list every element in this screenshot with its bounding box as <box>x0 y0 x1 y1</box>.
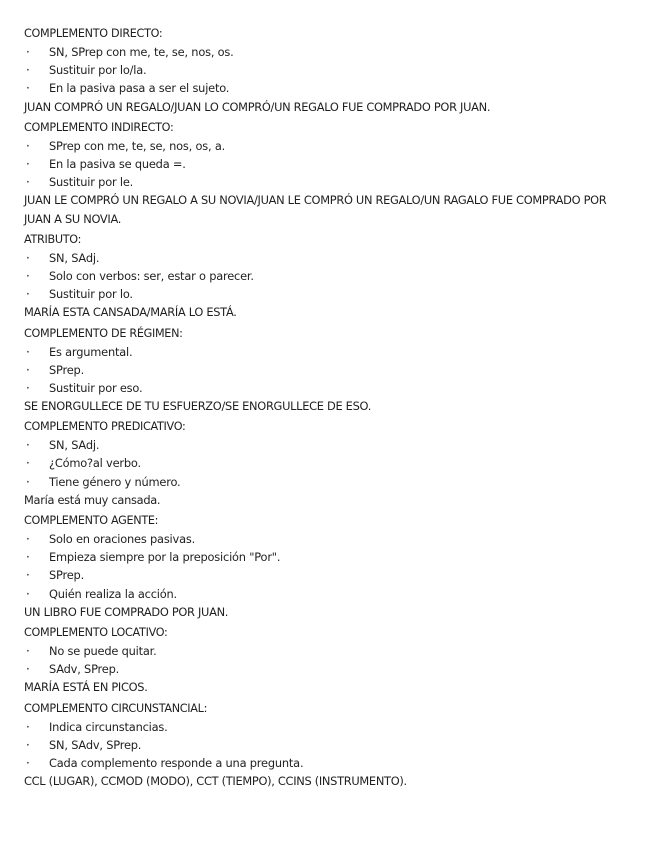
bullet-item <box>24 530 634 548</box>
bullet-list <box>24 436 634 491</box>
bullet-item <box>24 173 634 191</box>
bullet-text: SPrep. <box>49 362 84 377</box>
bullet-text: Cada complemento responde a una pregunta. <box>49 755 304 770</box>
bullet-text: Indica circunstancias. <box>49 719 168 734</box>
bullet-item <box>24 361 634 379</box>
bullet-text: Quién realiza la acción. <box>49 586 177 601</box>
bullet-dot-icon: · <box>26 643 30 658</box>
bullet-item <box>24 285 634 303</box>
bullet-text: No se puede quitar. <box>49 643 157 658</box>
bullet-item <box>24 79 634 97</box>
section <box>24 116 634 228</box>
bullet-item <box>24 436 634 454</box>
bullet-dot-icon: · <box>26 138 30 153</box>
example-sentence: UN LIBRO FUE COMPRADO POR JUAN. <box>24 604 229 619</box>
bullet-text: SN, SAdv, SPrep. <box>49 737 142 752</box>
bullet-text: SN, SAdj. <box>49 438 100 453</box>
section-heading-text: COMPLEMENTO INDIRECTO: <box>24 120 174 134</box>
bullet-text: SN, SAdj. <box>49 250 100 265</box>
section-heading <box>24 325 195 343</box>
example-sentence: MARÍA ESTA CANSADA/MARÍA LO ESTÁ. <box>24 305 237 320</box>
bullet-list <box>24 43 634 98</box>
bullet-item <box>24 585 634 603</box>
bullet-list <box>24 530 634 603</box>
bullet-dot-icon: · <box>26 438 30 453</box>
bullet-text: Sustituir por le. <box>49 175 134 190</box>
bullet-text: SN, SPrep con me, te, se, nos, os. <box>49 45 234 59</box>
bullet-text: Tiene género y número. <box>49 474 181 489</box>
bullet-dot-icon: · <box>26 156 30 171</box>
bullet-dot-icon: · <box>26 45 30 59</box>
section-heading <box>24 25 174 43</box>
bullet-text: En la pasiva pasa a ser el sujeto. <box>49 81 230 96</box>
bullet-text: Es argumental. <box>49 344 133 359</box>
bullet-item <box>24 454 634 472</box>
section-heading <box>24 512 170 530</box>
bullet-text: Sustituir por lo/la. <box>49 63 147 78</box>
bullet-dot-icon: · <box>26 287 30 302</box>
bullet-item <box>24 548 634 566</box>
section <box>24 621 634 697</box>
bullet-text: Empieza siempre por la preposición "Por". <box>49 550 281 565</box>
bullet-item <box>24 43 634 61</box>
section-heading-text: COMPLEMENTO DE RÉGIMEN: <box>24 326 183 340</box>
example-sentence: JUAN COMPRÓ UN REGALO/JUAN LO COMPRÓ/UN REGALO FUE COMPRADO POR JUAN. <box>24 99 491 114</box>
bullet-item <box>24 343 634 361</box>
bullet-dot-icon: · <box>26 380 30 395</box>
bullet-text: SAdv, SPrep. <box>49 662 120 677</box>
bullet-text: Sustituir por lo. <box>49 287 133 302</box>
section-heading <box>24 700 219 718</box>
bullet-text: Solo en oraciones pasivas. <box>49 532 195 547</box>
section-heading-text: COMPLEMENTO DIRECTO: <box>24 27 163 40</box>
example-sentence: SE ENORGULLECE DE TU ESFUERZO/SE ENORGULLECE DE ESO. <box>24 399 372 414</box>
bullet-text: SPrep con me, te, se, nos, os, a. <box>49 138 226 153</box>
bullet-list <box>24 137 634 192</box>
section-heading <box>24 231 93 249</box>
bullet-item <box>24 566 634 584</box>
bullet-item <box>24 249 634 267</box>
bullet-text: Sustituir por eso. <box>49 380 143 395</box>
bullet-dot-icon: · <box>26 532 30 547</box>
section <box>24 415 634 509</box>
bullet-dot-icon: · <box>26 63 30 78</box>
section-heading <box>24 418 197 436</box>
bullet-dot-icon: · <box>26 456 30 471</box>
section-heading-text: COMPLEMENTO PREDICATIVO: <box>24 420 186 434</box>
example-sentence: MARÍA ESTÁ EN PICOS. <box>24 680 148 695</box>
example-sentence: CCL (LUGAR), CCMOD (MODO), CCT (TIEMPO), CCINS (INSTRUMENTO). <box>24 774 407 789</box>
notes-page <box>24 22 634 790</box>
bullet-dot-icon: · <box>26 474 30 489</box>
section <box>24 228 634 322</box>
bullet-dot-icon: · <box>26 586 30 601</box>
example-sentence: JUAN LE COMPRÓ UN REGALO A SU NOVIA/JUAN LE COMPRÓ UN REGALO/UN RAGALO FUE COMPRADO POR JUAN A SU NOVIA. <box>24 193 607 226</box>
bullet-text: SPrep. <box>49 568 84 583</box>
bullet-item <box>24 642 634 660</box>
bullet-list <box>24 718 634 773</box>
bullet-list <box>24 642 634 678</box>
bullet-text: En la pasiva se queda =. <box>49 156 186 171</box>
bullet-item <box>24 660 634 678</box>
bullet-list <box>24 343 634 398</box>
section-heading-text: COMPLEMENTO AGENTE: <box>24 514 159 528</box>
section-heading-text: COMPLEMENTO CIRCUNSTANCIAL: <box>24 701 208 715</box>
section-heading-text: COMPLEMENTO LOCATIVO: <box>24 625 168 639</box>
bullet-text: ¿Cómo?al verbo. <box>49 456 141 471</box>
section <box>24 22 634 116</box>
section-heading <box>24 119 185 137</box>
bullet-dot-icon: · <box>26 81 30 96</box>
bullet-item <box>24 379 634 397</box>
bullet-text: Solo con verbos: ser, estar o parecer. <box>49 268 254 283</box>
bullet-dot-icon: · <box>26 268 30 283</box>
bullet-dot-icon: · <box>26 344 30 359</box>
section <box>24 322 634 416</box>
bullet-item <box>24 754 634 772</box>
bullet-item <box>24 155 634 173</box>
bullet-item <box>24 137 634 155</box>
bullet-dot-icon: · <box>26 755 30 770</box>
section-heading <box>24 624 180 642</box>
bullet-item <box>24 473 634 491</box>
bullet-dot-icon: · <box>26 250 30 265</box>
bullet-dot-icon: · <box>26 662 30 677</box>
bullet-dot-icon: · <box>26 550 30 565</box>
bullet-dot-icon: · <box>26 737 30 752</box>
bullet-dot-icon: · <box>26 175 30 190</box>
bullet-item <box>24 736 634 754</box>
bullet-item <box>24 61 634 79</box>
example-sentence: María está muy cansada. <box>24 492 161 507</box>
section-heading-text: ATRIBUTO: <box>24 232 82 246</box>
bullet-item <box>24 718 634 736</box>
bullet-dot-icon: · <box>26 719 30 734</box>
bullet-list <box>24 249 634 304</box>
section <box>24 697 634 791</box>
bullet-item <box>24 267 634 285</box>
bullet-dot-icon: · <box>26 568 30 583</box>
section <box>24 509 634 621</box>
bullet-dot-icon: · <box>26 362 30 377</box>
